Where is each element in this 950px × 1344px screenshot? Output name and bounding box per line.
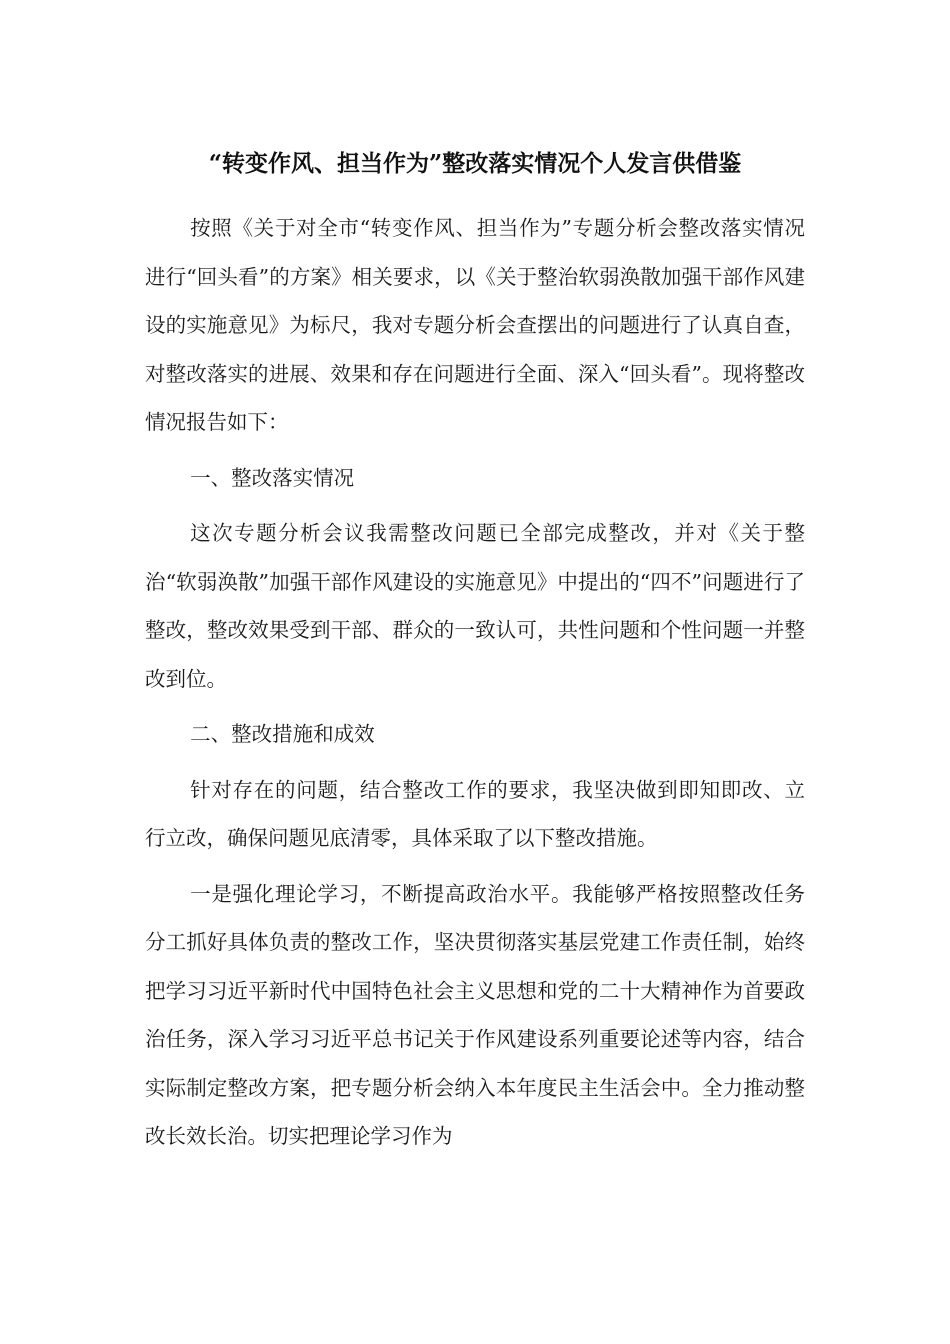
- document-body: [145, 204, 805, 1161]
- paragraph-measure-1: 一是强化理论学习，不断提高政治水平。我能够严格按照整改任务分工抓好具体负责的整改工作，坚决贯彻落实基层党建工作责任制，始终把学习习近平新时代中国特色社会主义思想和党的二十大精神作为首要政治任务，深入学习习近平总书记关于作风建设系列重要论述等内容，结合实际制定整改方案，把专题分析会纳入本年度民主生活会中。全力推动整改长效长治。切实把理论学习作为: [145, 881, 805, 1148]
- section-heading-2: 二、整改措施和成效: [190, 722, 375, 746]
- document-title: “转变作风、担当作为”整改落实情况个人发言供借鉴: [208, 150, 742, 177]
- section-heading-1: 一、整改落实情况: [190, 465, 355, 490]
- paragraph-section-2-intro: 针对存在的问题，结合整改工作的要求，我坚决做到即知即改、立行立改，确保问题见底清零，具体采取了以下整改措施。: [145, 777, 805, 850]
- paragraph-section-1: 这次专题分析会议我需整改问题已全部完成整改，并对《关于整治“软弱涣散”加强干部作风建设的实施意见》中提出的“四不”问题进行了整改，整改效果受到干部、群众的一致认可，共性问题和个性问题一并整改到位。: [145, 521, 805, 691]
- paragraph-intro: 按照《关于对全市“转变作风、担当作为”专题分析会整改落实情况进行“回头看”的方案》相关要求，以《关于整治软弱涣散加强干部作风建设的实施意见》为标尺，我对专题分析会查摆出的问题进行了认真自查，对整改落实的进展、效果和存在问题进行全面、深入“回头看”。现将整改情况报告如下：: [145, 216, 805, 434]
